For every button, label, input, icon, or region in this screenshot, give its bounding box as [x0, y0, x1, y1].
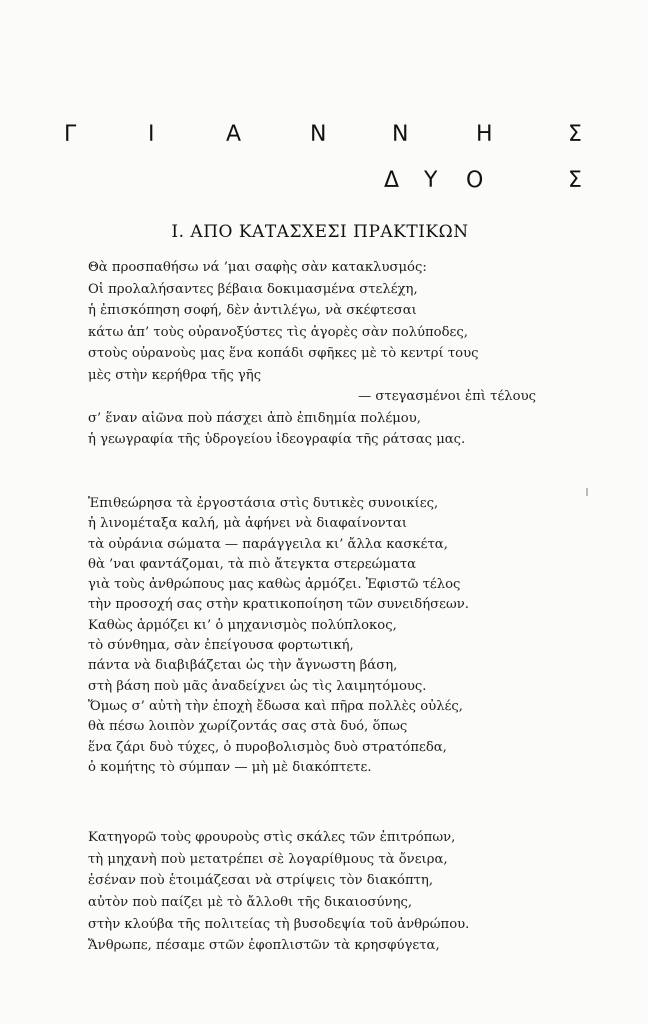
poem-line: Ὅμως σ’ αὐτὴ τὴν ἐποχὴ ἔδωσα καὶ πῆρα πολλὲς οὐλές,	[88, 698, 463, 714]
poem-line: στὴ βάση ποὺ μᾶς ἀναδείχνει ὡς τὶς λαιμητόμους.	[88, 678, 427, 694]
author-last-name	[0, 168, 648, 208]
poem-line: τὸ σύνθημα, σὰν ἐπείγουσα φορτωτική,	[88, 638, 354, 654]
header-letter: Ν	[310, 122, 327, 147]
header-letter: Ο	[466, 168, 484, 193]
poem-line: στοὺς οὐρανοὺς μας ἕνα κοπάδι σφῆκες μὲ τὸ κεντρί τους	[88, 346, 479, 361]
stanza-3	[88, 827, 548, 957]
poem-line: ὁ κομήτης τὸ σύμπαν — μὴ μὲ διακόπτετε.	[88, 759, 372, 775]
author-first-name	[0, 122, 648, 162]
poem-line: ἡ γεωγραφία τῆς ὑδρογείου ἰδεογραφία τῆς ράτσας μας.	[88, 432, 466, 447]
poem-line: στὴν κλούβα τῆς πολιτείας τὴ βυσοδεψία τοῦ ἀνθρώπου.	[88, 916, 470, 932]
poem-line: τὴν προσοχή σας στὴν κρατικοποίηση τῶν συνειδήσεων.	[88, 597, 469, 613]
poem-line: ἡ ἐπισκόπηση σοφή, δὲν ἀντιλέγω, νὰ σκέφτεσαι	[88, 303, 417, 318]
poem-line: θὰ πέσω λοιπὸν χωρίζοντάς σας στὰ δυό, ὅπως	[88, 719, 408, 735]
poem-line: Θὰ προσπαθήσω νά ’μαι σαφὴς σὰν κατακλυσμός:	[88, 260, 427, 275]
header-letter: Ι	[148, 122, 155, 147]
poem-line: ἡ λινομέταξα καλή, μὰ ἀφήνει νὰ διαφαίνονται	[88, 516, 408, 532]
header-letter: Σ	[568, 122, 582, 147]
poem-line: ἐσέναν ποὺ ἑτοιμάζεσαι νὰ στρίψεις τὸν διακόπτη,	[88, 873, 434, 889]
header-letter: Α	[226, 122, 242, 147]
header-letter: Η	[476, 122, 493, 147]
poem-line: γιὰ τοὺς ἀνθρώπους μας καθὼς ἁρμόζει. Ἐφιστῶ τέλος	[88, 577, 461, 593]
poem-line: Καθὼς ἁρμόζει κι’ ὁ μηχανισμὸς πολύπλοκος,	[88, 617, 397, 633]
poem-line: Οἱ προλαλήσαντες βέβαια δοκιμασμένα στελέχη,	[88, 281, 418, 297]
scan-speck	[586, 488, 588, 496]
poem-line: τὰ οὐράνια σώματα — παράγγειλα κι’ ἄλλα κασκέτα,	[88, 536, 448, 552]
stanza-1	[88, 257, 548, 451]
poem-line: ἕνα ζάρι δυὸ τύχες, ὁ πυροβολισμὸς δυὸ στρατόπεδα,	[88, 739, 447, 755]
poem-line: θὰ ’ναι φαντάζομαι, τὰ πιὸ ἄτεγκτα στερεώματα	[88, 556, 417, 572]
poem-line: αὐτὸν ποὺ παίζει μὲ τὸ ἄλλοθι τῆς δικαιοσύνης,	[88, 895, 413, 911]
header-letter: Σ	[568, 168, 582, 193]
header-letter: Ν	[392, 122, 409, 147]
header-letter: Υ	[424, 168, 438, 193]
poem-line: μὲς στὴν κερήθρα τῆς γῆς	[88, 367, 262, 383]
poem-line: — στεγασμένοι ἐπὶ τέλους	[358, 389, 536, 404]
poem-line: τὴ μηχανὴ ποὺ μετατρέπει σὲ λογαρίθμους τὰ ὄνειρα,	[88, 851, 448, 867]
header-letter: Γ	[64, 122, 77, 147]
poem-line: Ἄνθρωπε, πέσαμε στῶν ἐφοπλιστῶν τὰ κρησφύγετα,	[88, 938, 440, 954]
section-title: I. ΑΠΟ ΚΑΤΑΣΧΕΣΙ ΠΡΑΚΤΙΚΩΝ	[171, 222, 469, 242]
poem-line: κάτω ἀπ’ τοὺς οὐρανοξύστες τὶς ἀγορὲς σὰν πολύποδες,	[88, 324, 468, 340]
header-letter: Δ	[384, 168, 400, 193]
poem-line: πάντα νὰ διαβιβάζεται ὡς τὴν ἄγνωστη βάση,	[88, 658, 398, 674]
poem-line: Ἐπιθεώρησα τὰ ἐργοστάσια στὶς δυτικὲς συνοικίες,	[88, 496, 439, 511]
poem-line: Κατηγορῶ τοὺς φρουροὺς στὶς σκάλες τῶν ἐπιτρόπων,	[88, 830, 456, 845]
stanza-2	[88, 494, 548, 778]
poem-line: σ’ ἕναν αἰῶνα ποὺ πάσχει ἀπὸ ἐπιδημία πολέμου,	[88, 410, 421, 426]
